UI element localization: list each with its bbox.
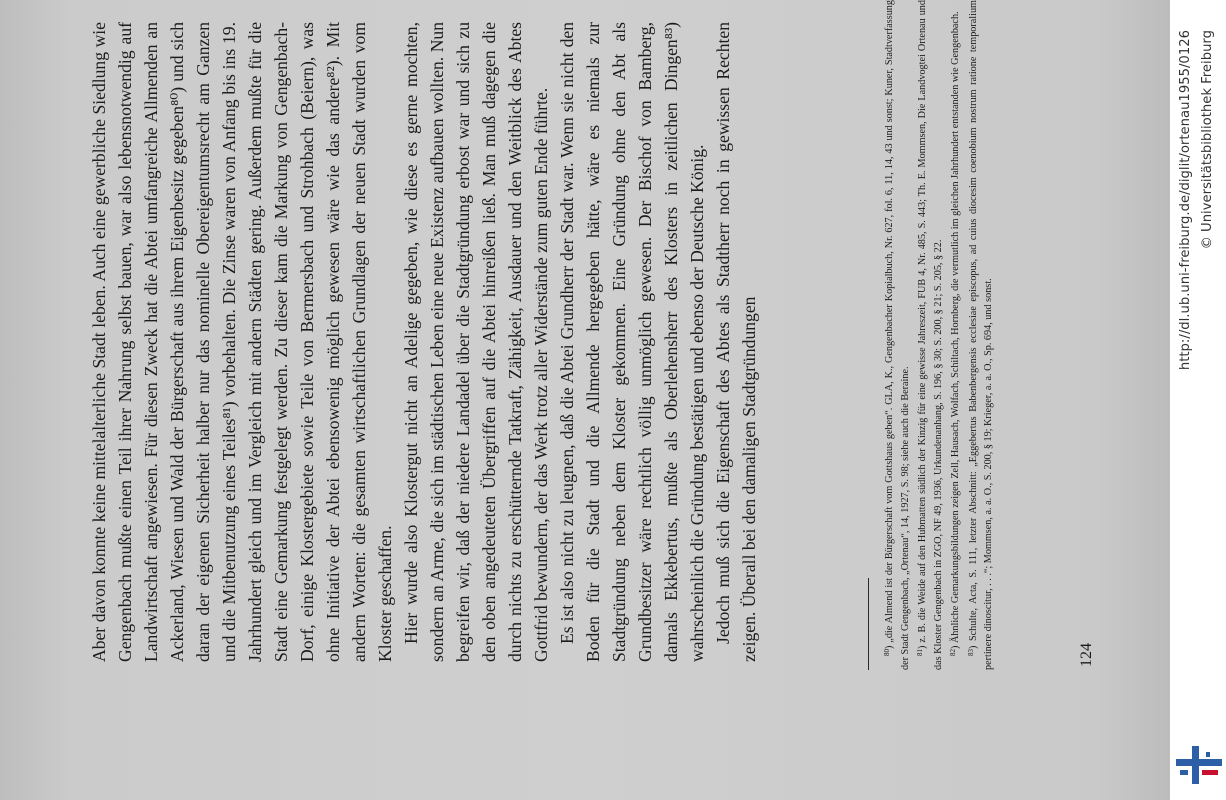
paragraph-3: Es ist also nicht zu leugnen, daß die Abtei Grundherr der Stadt war. Wenn sie nicht den Boden für die Stadt und die Allmende hergegeben hätte, wäre es niemals zur Stadtgründung neben dem Kloster gekommen. Eine Gründung ohne den Abt als Grundbesitzer wäre rechtlich völlig unmöglich gewesen. Der Bischof von Bamberg, damals Ekkebertus, mußte als Oberlehensherr des Klosters in zeitlichen Dingen⁸³) wahrscheinlich die Gründung bestätigen und ebenso der Deutsche König. <box>557 22 707 662</box>
footnote-mark: 82 <box>949 649 957 656</box>
footnote-mark: 80 <box>883 649 891 656</box>
sidebar-text <box>1170 0 1226 800</box>
main-text <box>86 22 762 662</box>
library-sidebar <box>1170 0 1226 800</box>
footnotes <box>880 0 997 670</box>
footnote-mark: 81 <box>916 649 924 656</box>
footnote-text: Ähnliche Gemarkungsbildungen zeigen Zell, Hausach, Wolfach, Schiltach, Hornberg, die vermutlich im gleichen Jahrhundert entstanden wie Gengenbach. <box>950 11 961 644</box>
paragraph-4: Jedoch muß sich die Eigenschaft des Abtes als Stadtherr noch in gewissen Rechten zeigen. Überall bei den damaligen Stadtgründungen <box>713 22 759 662</box>
paragraph-2: Hier wurde also Klostergut nicht an Adelige gegeben, wie diese es gerne mochten, sondern an Arme, die sich im städtischen Leben eine neue Existenz aufbauen wollten. Nun begreifen wir, daß der niedere Landadel über die Stadtgründung erbost war und sich zu den oben angedeuteten Übergriffen auf die Abtei hinreißen ließ. Man muß dagegen die durch nichts zu erschütternde Tatkraft, Zähigkeit, Ausdauer und den Weitblick des Abtes Gottfrid bewundern, der das Werk trotz aller Widerstände zum guten Ende führte. <box>401 22 551 662</box>
footnote-mark: 83 <box>966 649 975 656</box>
page-number: 124 <box>1078 643 1095 667</box>
paragraph-1: Aber davon konnte keine mittelalterliche Stadt leben. Auch eine gewerbliche Siedlung wie Gengenbach mußte einen Teil ihrer Nahrung selbst bauen, war also lebensnotwendig auf Landwirtschaft angewiesen. Für diesen Zweck hat die Abtei umfangreiche Allmenden an Ackerland, Wiesen und Wald der Bürgerschaft aus ihrem Eigenbesitz gegeben⁸⁰) und sich daran der eigenen Sicherheit halber nur das nominelle Obereigentumsrecht am Ganzen und die Mitbenutzung eines Teiles⁸¹) vorbehalten. Die Zinse waren von Anfang bis ins 19. Jahrhundert gleich und im Vergleich mit andern Städten gering. Außerdem mußte für die Stadt eine Gemarkung festgelegt werden. Zu dieser kam die Markung von Gengenbach-Dorf, einige Klostergebiete sowie Teile von Bermersbach und Strohbach (Beiern), was ohne Initiative der Abtei ebensowenig möglich gewesen wäre wie das andere⁸²). Mit andern Worten: die gesamten wirtschaftlichen Grundlagen der neuen Stadt wurden vom Kloster geschaffen. <box>89 22 395 662</box>
footnote-divider <box>868 578 869 670</box>
footnote-text: z. B. die Weide auf den Hubmatten südlich der Kinzig für eine gewisse Jahreszeit, FUB 4, Nr. 485, S. 443; Th. E. Mommsen, Die Landvogtei Ortenau und das Kloster Gengenbach in ZGO, NF 49, 1936, Urkundenanhang, S. 196, § 30; S. 200, § 21; S. 205, § 22. <box>917 0 944 670</box>
copyright-notice: © Universitätsbibliothek Freiburg <box>1200 30 1215 250</box>
footnote-text: „die Almend ist der Bürgerschaft vom Gottshaus geben“. GLA, K., Gengenbacher Kopialbuch, Nr. 627, fol. 6, 11, 14, 43 und sonst; Kuner, Stadtverfassung der Stadt Gengenbach, „Ortenau“, 14, 1927, S. 98; siehe auch die Beraine. <box>884 0 911 670</box>
footnote-82: $^{82}$) Ähnliche Gemarkungsbildungen zeigen Zell, Hausach, Wolfach, Schiltach, Hornberg, die vermutlich im gleichen Jahrhundert entstanden wie Gengenbach. <box>949 11 961 656</box>
source-url-link[interactable]: http://dl.ub.uni-freiburg.de/diglit/ortenau1955/0126 <box>1178 30 1193 371</box>
footnote-83: $^{83}$) Schulte, Acta, S. 111, letzter Abschnitt: „Eggebertus Babenbergensis ecclesiae episcopus, ad cuius diocesim coenobium nostrum ratione temporalium pertinere dinoscitur, . . .“; Mommsen, a. a. O., S. 200, § 19; Krieger, a. a. O., Sp. 694, und sonst. <box>966 0 994 670</box>
ub-freiburg-logo-icon <box>1176 742 1222 788</box>
footnote-80: $^{80}$) „die Almend ist der Bürgerschaft vom Gottshaus geben“. GLA, K., Gengenbacher Kopialbuch, Nr. 627, fol. 6, 11, 14, 43 und sonst; Kuner, Stadtverfassung der Stadt Gengenbach, „Ortenau“, 14, 1927, S. 98; siehe auch die Beraine. <box>883 0 911 670</box>
footnote-text: Schulte, Acta, S. 111, letzter Abschnitt: „Eggebertus Babenbergensis ecclesiae episcopus, ad cuius diocesim coenobium nostrum ratione temporalium pertinere dinoscitur, . . .“; Mommsen, a. a. O., S. 200, § 19; Krieger, a. a. O., Sp. 694, und sonst. <box>967 0 994 670</box>
footnote-81: $^{81}$) z. B. die Weide auf den Hubmatten südlich der Kinzig für eine gewisse Jahreszeit, FUB 4, Nr. 485, S. 443; Th. E. Mommsen, Die Landvogtei Ortenau und das Kloster Gengenbach in ZGO, NF 49, 1936, Urkundenanhang, S. 196, § 30; S. 200, § 21; S. 205, § 22. <box>916 0 944 670</box>
